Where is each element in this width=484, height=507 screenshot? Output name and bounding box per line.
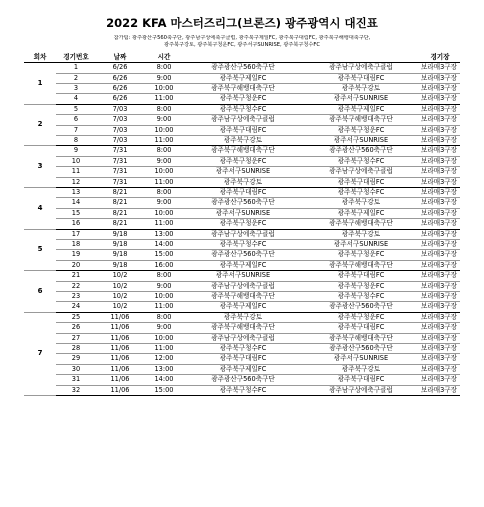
home-team-cell: 광주북구강토 (184, 135, 302, 145)
home-team-cell: 광주광산구560축구단 (184, 250, 302, 260)
venue-cell: 보라매3구장 (420, 94, 460, 104)
venue-cell: 보라매3구장 (420, 302, 460, 312)
time-cell: 11:00 (144, 177, 184, 187)
home-team-cell: 광주북구청운FC (184, 94, 302, 104)
match-number-cell: 9 (56, 146, 96, 156)
home-team-cell: 광주북구제일FC (184, 73, 302, 83)
match-number-cell: 2 (56, 73, 96, 83)
match-number-cell: 20 (56, 260, 96, 270)
time-cell: 11:00 (144, 302, 184, 312)
match-number-cell: 24 (56, 302, 96, 312)
table-row (24, 385, 460, 395)
time-cell: 9:00 (144, 73, 184, 83)
table-row (24, 281, 460, 291)
home-team-cell: 광주광산구560축구단 (184, 198, 302, 208)
away-team-cell: 광주남구상에축구클럽 (302, 63, 420, 73)
date-cell: 8/21 (96, 198, 144, 208)
table-row (24, 115, 460, 125)
date-cell: 11/06 (96, 385, 144, 395)
venue-cell: 보라매3구장 (420, 83, 460, 93)
time-cell: 9:00 (144, 198, 184, 208)
date-cell: 7/31 (96, 177, 144, 187)
away-team-cell: 광주북구강토 (302, 364, 420, 374)
date-cell: 7/31 (96, 146, 144, 156)
date-cell: 11/06 (96, 312, 144, 322)
date-cell: 7/03 (96, 104, 144, 114)
match-number-cell: 31 (56, 375, 96, 385)
match-number-cell: 3 (56, 83, 96, 93)
round-cell: 5 (24, 229, 56, 271)
table-row (24, 302, 460, 312)
header-time: 시간 (144, 52, 184, 62)
round-cell: 1 (24, 63, 56, 105)
date-cell: 9/18 (96, 250, 144, 260)
away-team-cell: 광주북구청수FC (302, 156, 420, 166)
home-team-cell: 광주광산구560축구단 (184, 63, 302, 73)
table-row (24, 83, 460, 93)
time-cell: 9:00 (144, 323, 184, 333)
time-cell: 11:00 (144, 344, 184, 354)
venue-cell: 보라매3구장 (420, 323, 460, 333)
home-team-cell: 광주서구SUNRISE (184, 271, 302, 281)
match-number-cell: 19 (56, 250, 96, 260)
time-cell: 10:00 (144, 83, 184, 93)
table-row (24, 177, 460, 187)
away-team-cell: 광주북구대림FC (302, 375, 420, 385)
date-cell: 9/18 (96, 240, 144, 250)
time-cell: 12:00 (144, 354, 184, 364)
participating-teams (24, 35, 460, 49)
schedule-body (24, 63, 460, 396)
date-cell: 11/06 (96, 375, 144, 385)
header-venue: 경기장 (420, 52, 460, 62)
time-cell: 10:00 (144, 292, 184, 302)
venue-cell: 보라매3구장 (420, 344, 460, 354)
time-cell: 14:00 (144, 375, 184, 385)
away-team-cell: 광주남구상에축구클럽 (302, 167, 420, 177)
match-number-cell: 30 (56, 364, 96, 374)
table-row (24, 312, 460, 322)
match-number-cell: 23 (56, 292, 96, 302)
home-team-cell: 광주북구강토 (184, 177, 302, 187)
table-row (24, 198, 460, 208)
date-cell: 8/21 (96, 219, 144, 229)
home-team-cell: 광주북구해뱅대축구단 (184, 83, 302, 93)
time-cell: 10:00 (144, 333, 184, 343)
date-cell: 9/18 (96, 229, 144, 239)
time-cell: 8:00 (144, 146, 184, 156)
round-cell: 3 (24, 146, 56, 188)
table-row (24, 219, 460, 229)
date-cell: 11/06 (96, 323, 144, 333)
home-team-cell: 광주북구청운FC (184, 219, 302, 229)
venue-cell: 보라매3구장 (420, 125, 460, 135)
venue-cell: 보라매3구장 (420, 167, 460, 177)
venue-cell: 보라매3구장 (420, 271, 460, 281)
schedule-table (24, 52, 460, 396)
table-row (24, 73, 460, 83)
venue-cell: 보라매3구장 (420, 364, 460, 374)
date-cell: 11/06 (96, 344, 144, 354)
match-number-cell: 18 (56, 240, 96, 250)
home-team-cell: 광주남구상에축구클럽 (184, 229, 302, 239)
away-team-cell: 광주남구상에축구클럽 (302, 385, 420, 395)
date-cell: 7/31 (96, 167, 144, 177)
table-row (24, 229, 460, 239)
away-team-cell: 광주북구청운FC (302, 125, 420, 135)
match-number-cell: 27 (56, 333, 96, 343)
date-cell: 6/26 (96, 73, 144, 83)
match-number-cell: 21 (56, 271, 96, 281)
match-number-cell: 14 (56, 198, 96, 208)
table-row (24, 333, 460, 343)
home-team-cell: 광주북구해뱅대축구단 (184, 292, 302, 302)
page-title: 2022 KFA 마스터즈리그(브론즈) 광주광역시 대진표 (106, 16, 378, 30)
table-row (24, 364, 460, 374)
away-team-cell: 광주북구대림FC (302, 73, 420, 83)
venue-cell: 보라매3구장 (420, 156, 460, 166)
away-team-cell: 광주서구SUNRISE (302, 94, 420, 104)
match-number-cell: 22 (56, 281, 96, 291)
home-team-cell: 광주북구대림FC (184, 354, 302, 364)
table-row (24, 208, 460, 218)
round-cell: 6 (24, 271, 56, 313)
date-cell: 10/2 (96, 302, 144, 312)
time-cell: 9:00 (144, 156, 184, 166)
date-cell: 8/21 (96, 208, 144, 218)
time-cell: 16:00 (144, 260, 184, 270)
match-number-cell: 26 (56, 323, 96, 333)
venue-cell: 보라매3구장 (420, 229, 460, 239)
away-team-cell: 광주북구청운FC (302, 312, 420, 322)
away-team-cell: 광주북구청운FC (302, 250, 420, 260)
venue-cell: 보라매3구장 (420, 385, 460, 395)
venue-cell: 보라매3구장 (420, 146, 460, 156)
away-team-cell: 광주북구대림FC (302, 177, 420, 187)
match-number-cell: 32 (56, 385, 96, 395)
home-team-cell: 광주남구상에축구클럽 (184, 115, 302, 125)
venue-cell: 보라매3구장 (420, 135, 460, 145)
time-cell: 15:00 (144, 250, 184, 260)
home-team-cell: 광주북구청수FC (184, 240, 302, 250)
match-number-cell: 8 (56, 135, 96, 145)
match-number-cell: 16 (56, 219, 96, 229)
table-row (24, 250, 460, 260)
home-team-cell: 광주남구상에축구클럽 (184, 333, 302, 343)
home-team-cell: 광주서구SUNRISE (184, 167, 302, 177)
match-number-cell: 11 (56, 167, 96, 177)
date-cell: 10/2 (96, 281, 144, 291)
time-cell: 15:00 (144, 385, 184, 395)
away-team-cell: 광주북구제일FC (302, 208, 420, 218)
date-cell: 9/18 (96, 260, 144, 270)
venue-cell: 보라매3구장 (420, 281, 460, 291)
time-cell: 10:00 (144, 167, 184, 177)
home-team-cell: 광주북구제일FC (184, 364, 302, 374)
home-team-cell: 광주북구강토 (184, 312, 302, 322)
table-row (24, 125, 460, 135)
home-team-cell: 광주북구대림FC (184, 125, 302, 135)
table-row (24, 260, 460, 270)
match-number-cell: 17 (56, 229, 96, 239)
venue-cell: 보라매3구장 (420, 219, 460, 229)
time-cell: 9:00 (144, 281, 184, 291)
header-match-no: 경기번호 (56, 52, 96, 62)
away-team-cell: 광주북구강토 (302, 198, 420, 208)
round-cell: 4 (24, 187, 56, 229)
table-row (24, 146, 460, 156)
time-cell: 13:00 (144, 229, 184, 239)
date-cell: 11/06 (96, 354, 144, 364)
table-row (24, 344, 460, 354)
time-cell: 9:00 (144, 115, 184, 125)
date-cell: 11/06 (96, 364, 144, 374)
table-row (24, 63, 460, 73)
date-cell: 7/03 (96, 125, 144, 135)
home-team-cell: 광주북구제일FC (184, 302, 302, 312)
home-team-cell: 광주광산구560축구단 (184, 375, 302, 385)
table-row (24, 292, 460, 302)
time-cell: 11:00 (144, 219, 184, 229)
away-team-cell: 광주광산구560축구단 (302, 344, 420, 354)
table-row (24, 156, 460, 166)
away-team-cell: 광주서구SUNRISE (302, 240, 420, 250)
away-team-cell: 광주북구강토 (302, 229, 420, 239)
teams-line-1: 참가팀: 광주광산구560축구단, 광주남구상에축구클럽, 광주북구제일FC, 광주북구대림FC, 광주북구해뱅대축구단, (113, 35, 371, 41)
away-team-cell: 광주북구대림FC (302, 323, 420, 333)
away-team-cell: 광주북구청수FC (302, 292, 420, 302)
home-team-cell: 광주북구청수FC (184, 385, 302, 395)
away-team-cell: 광주서구SUNRISE (302, 135, 420, 145)
match-number-cell: 10 (56, 156, 96, 166)
header-date: 날짜 (96, 52, 144, 62)
venue-cell: 보라매3구장 (420, 115, 460, 125)
table-row (24, 323, 460, 333)
table-header-row (24, 52, 460, 62)
time-cell: 10:00 (144, 125, 184, 135)
match-number-cell: 25 (56, 312, 96, 322)
home-team-cell: 광주북구대림FC (184, 187, 302, 197)
teams-line-2: 광주북구강토, 광주북구청운FC, 광주서구SUNRISE, 광주북구청수FC (163, 42, 321, 49)
venue-cell: 보라매3구장 (420, 240, 460, 250)
venue-cell: 보라매3구장 (420, 375, 460, 385)
table-row (24, 187, 460, 197)
home-team-cell: 광주남구상에축구클럽 (184, 281, 302, 291)
match-number-cell: 4 (56, 94, 96, 104)
match-number-cell: 5 (56, 104, 96, 114)
venue-cell: 보라매3구장 (420, 104, 460, 114)
away-team-cell: 광주북구강토 (302, 83, 420, 93)
time-cell: 10:00 (144, 208, 184, 218)
venue-cell: 보라매3구장 (420, 333, 460, 343)
round-cell: 7 (24, 312, 56, 395)
table-row (24, 240, 460, 250)
time-cell: 11:00 (144, 135, 184, 145)
table-row (24, 94, 460, 104)
venue-cell: 보라매3구장 (420, 250, 460, 260)
venue-cell: 보라매3구장 (420, 198, 460, 208)
table-row (24, 135, 460, 145)
date-cell: 6/26 (96, 63, 144, 73)
venue-cell: 보라매3구장 (420, 292, 460, 302)
date-cell: 11/06 (96, 333, 144, 343)
time-cell: 8:00 (144, 187, 184, 197)
date-cell: 6/26 (96, 94, 144, 104)
time-cell: 11:00 (144, 94, 184, 104)
away-team-cell: 광주서구SUNRISE (302, 354, 420, 364)
date-cell: 7/03 (96, 115, 144, 125)
venue-cell: 보라매3구장 (420, 73, 460, 83)
table-row (24, 167, 460, 177)
table-row (24, 375, 460, 385)
away-team-cell: 광주북구대림FC (302, 271, 420, 281)
match-number-cell: 13 (56, 187, 96, 197)
venue-cell: 보라매3구장 (420, 187, 460, 197)
away-team-cell: 광주북구청운FC (302, 281, 420, 291)
venue-cell: 보라매3구장 (420, 354, 460, 364)
home-team-cell: 광주북구청수FC (184, 344, 302, 354)
header-home (184, 52, 302, 62)
venue-cell: 보라매3구장 (420, 177, 460, 187)
away-team-cell: 광주북구제일FC (302, 104, 420, 114)
away-team-cell: 광주북구해뱅대축구단 (302, 260, 420, 270)
home-team-cell: 광주북구해뱅대축구단 (184, 323, 302, 333)
away-team-cell: 광주광산구560축구단 (302, 146, 420, 156)
home-team-cell: 광주서구SUNRISE (184, 208, 302, 218)
time-cell: 8:00 (144, 104, 184, 114)
table-row (24, 354, 460, 364)
match-number-cell: 7 (56, 125, 96, 135)
table-row (24, 271, 460, 281)
time-cell: 8:00 (144, 271, 184, 281)
time-cell: 8:00 (144, 312, 184, 322)
time-cell: 13:00 (144, 364, 184, 374)
date-cell: 10/2 (96, 292, 144, 302)
venue-cell: 보라매3구장 (420, 63, 460, 73)
time-cell: 8:00 (144, 63, 184, 73)
date-cell: 7/31 (96, 156, 144, 166)
date-cell: 10/2 (96, 271, 144, 281)
away-team-cell: 광주북구해뱅대축구단 (302, 333, 420, 343)
away-team-cell: 광주북구해뱅대축구단 (302, 219, 420, 229)
table-row (24, 104, 460, 114)
match-number-cell: 12 (56, 177, 96, 187)
match-number-cell: 1 (56, 63, 96, 73)
round-cell: 2 (24, 104, 56, 146)
away-team-cell: 광주광산구560축구단 (302, 302, 420, 312)
time-cell: 14:00 (144, 240, 184, 250)
home-team-cell: 광주북구제일FC (184, 260, 302, 270)
match-number-cell: 6 (56, 115, 96, 125)
header-round: 회차 (24, 52, 56, 62)
venue-cell: 보라매3구장 (420, 312, 460, 322)
match-number-cell: 15 (56, 208, 96, 218)
home-team-cell: 광주북구청운FC (184, 156, 302, 166)
venue-cell: 보라매3구장 (420, 208, 460, 218)
away-team-cell: 광주북구청수FC (302, 187, 420, 197)
date-cell: 7/03 (96, 135, 144, 145)
match-number-cell: 28 (56, 344, 96, 354)
date-cell: 6/26 (96, 83, 144, 93)
away-team-cell: 광주북구해뱅대축구단 (302, 115, 420, 125)
venue-cell: 보라매3구장 (420, 260, 460, 270)
date-cell: 8/21 (96, 187, 144, 197)
match-number-cell: 29 (56, 354, 96, 364)
home-team-cell: 광주북구청수FC (184, 104, 302, 114)
header-away (302, 52, 420, 62)
home-team-cell: 광주북구해뱅대축구단 (184, 146, 302, 156)
